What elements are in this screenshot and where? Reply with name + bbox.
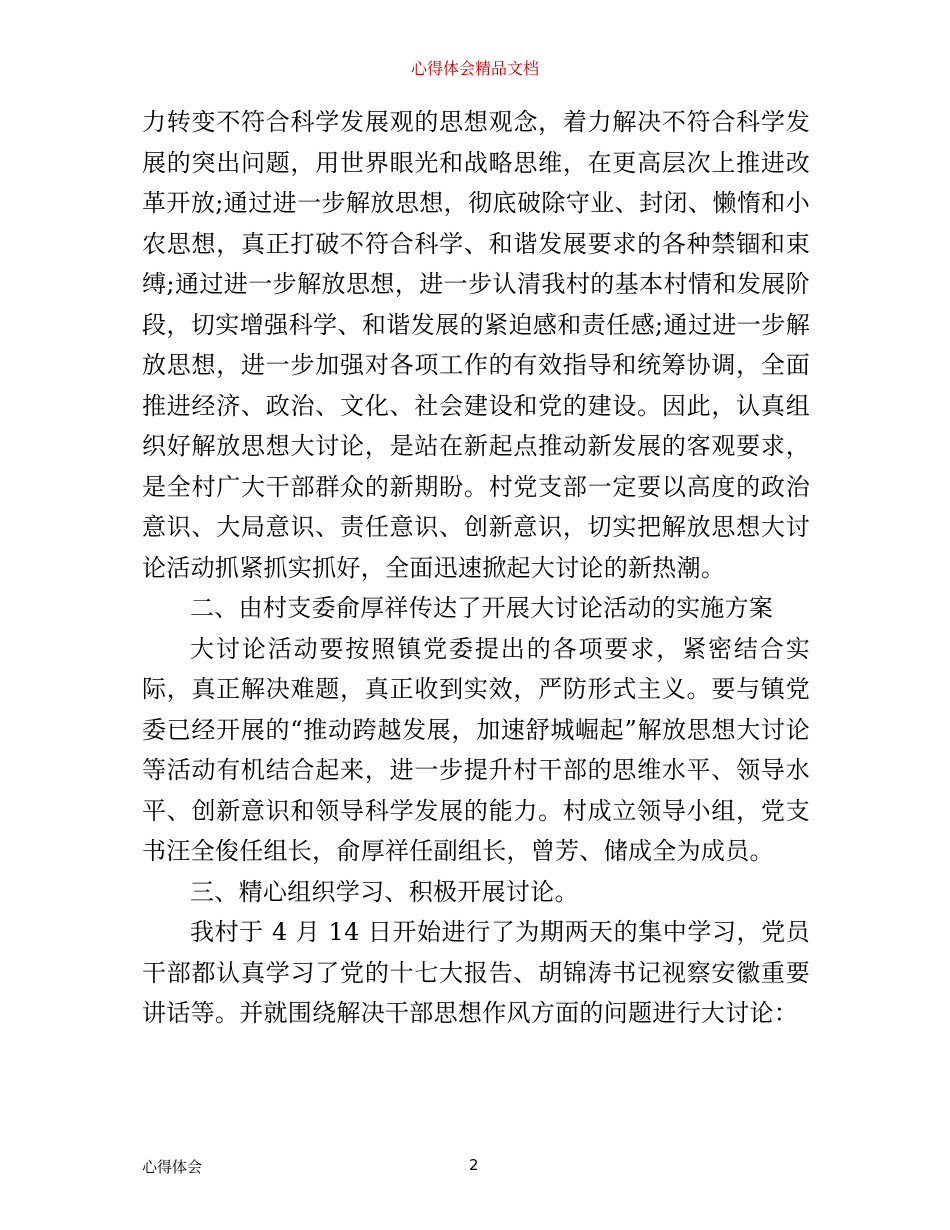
paragraph-continuation: 力转变不符合科学发展观的思想观念，着力解决不符合科学发展的突出问题，用世界眼光和战略思维，在更高层次上推进改革开放;通过进一步解放思想，彻底破除守业、封闭、懒惰和小农思想，真正打破不符合科学、和谐发展要求的各种禁锢和束缚;通过进一步解放思想，进一步认清我村的基本村情和发展阶段，切实增强科学、和谐发展的紧迫感和责任感;通过进一步解放思想，进一步加强对各项工作的有效指导和统筹协调，全面推进经济、政治、文化、社会建设和党的建设。因此，认真组织好解放思想大讨论，是站在新起点推动新发展的客观要求，是全村广大干部群众的新期盼。村党支部一定要以高度的政治意识、大局意识、责任意识、创新意识，切实把解放思想大讨论活动抓紧抓实抓好，全面迅速掀起大讨论的新热潮。: [142, 108, 810, 582]
page-number: 2: [469, 1156, 479, 1174]
header-title: 心得体会精品文档: [410, 59, 539, 78]
paragraph-section-2: 大讨论活动要按照镇党委提出的各项要求，紧密结合实际，真正解决难题，真正收到实效，严防形式主义。要与镇党委已经开展的“推动跨越发展，加速舒城崛起”解放思想大讨论等活动有机结合起来，进一步提升村干部的思维水平、领导水平、创新意识和领导科学发展的能力。村成立领导小组，党支书汪全俊任组长，俞厚祥任副组长，曾芳、储成全为成员。: [142, 634, 810, 865]
section-heading-2: 二、由村支委俞厚祥传达了开展大讨论活动的实施方案: [190, 594, 774, 622]
paragraph-section-3: 我村于 4 月 14 日开始进行了为期两天的集中学习，党员干部都认真学习了党的十七大报告、胡锦涛书记视察安徽重要讲话等。并就围绕解决干部思想作风方面的问题进行大讨论：: [142, 918, 810, 1027]
document-body: [142, 102, 810, 1034]
footer-label: 心得体会: [142, 1158, 203, 1176]
section-heading-3: 三、精心组织学习、积极开展讨论。: [190, 877, 579, 906]
